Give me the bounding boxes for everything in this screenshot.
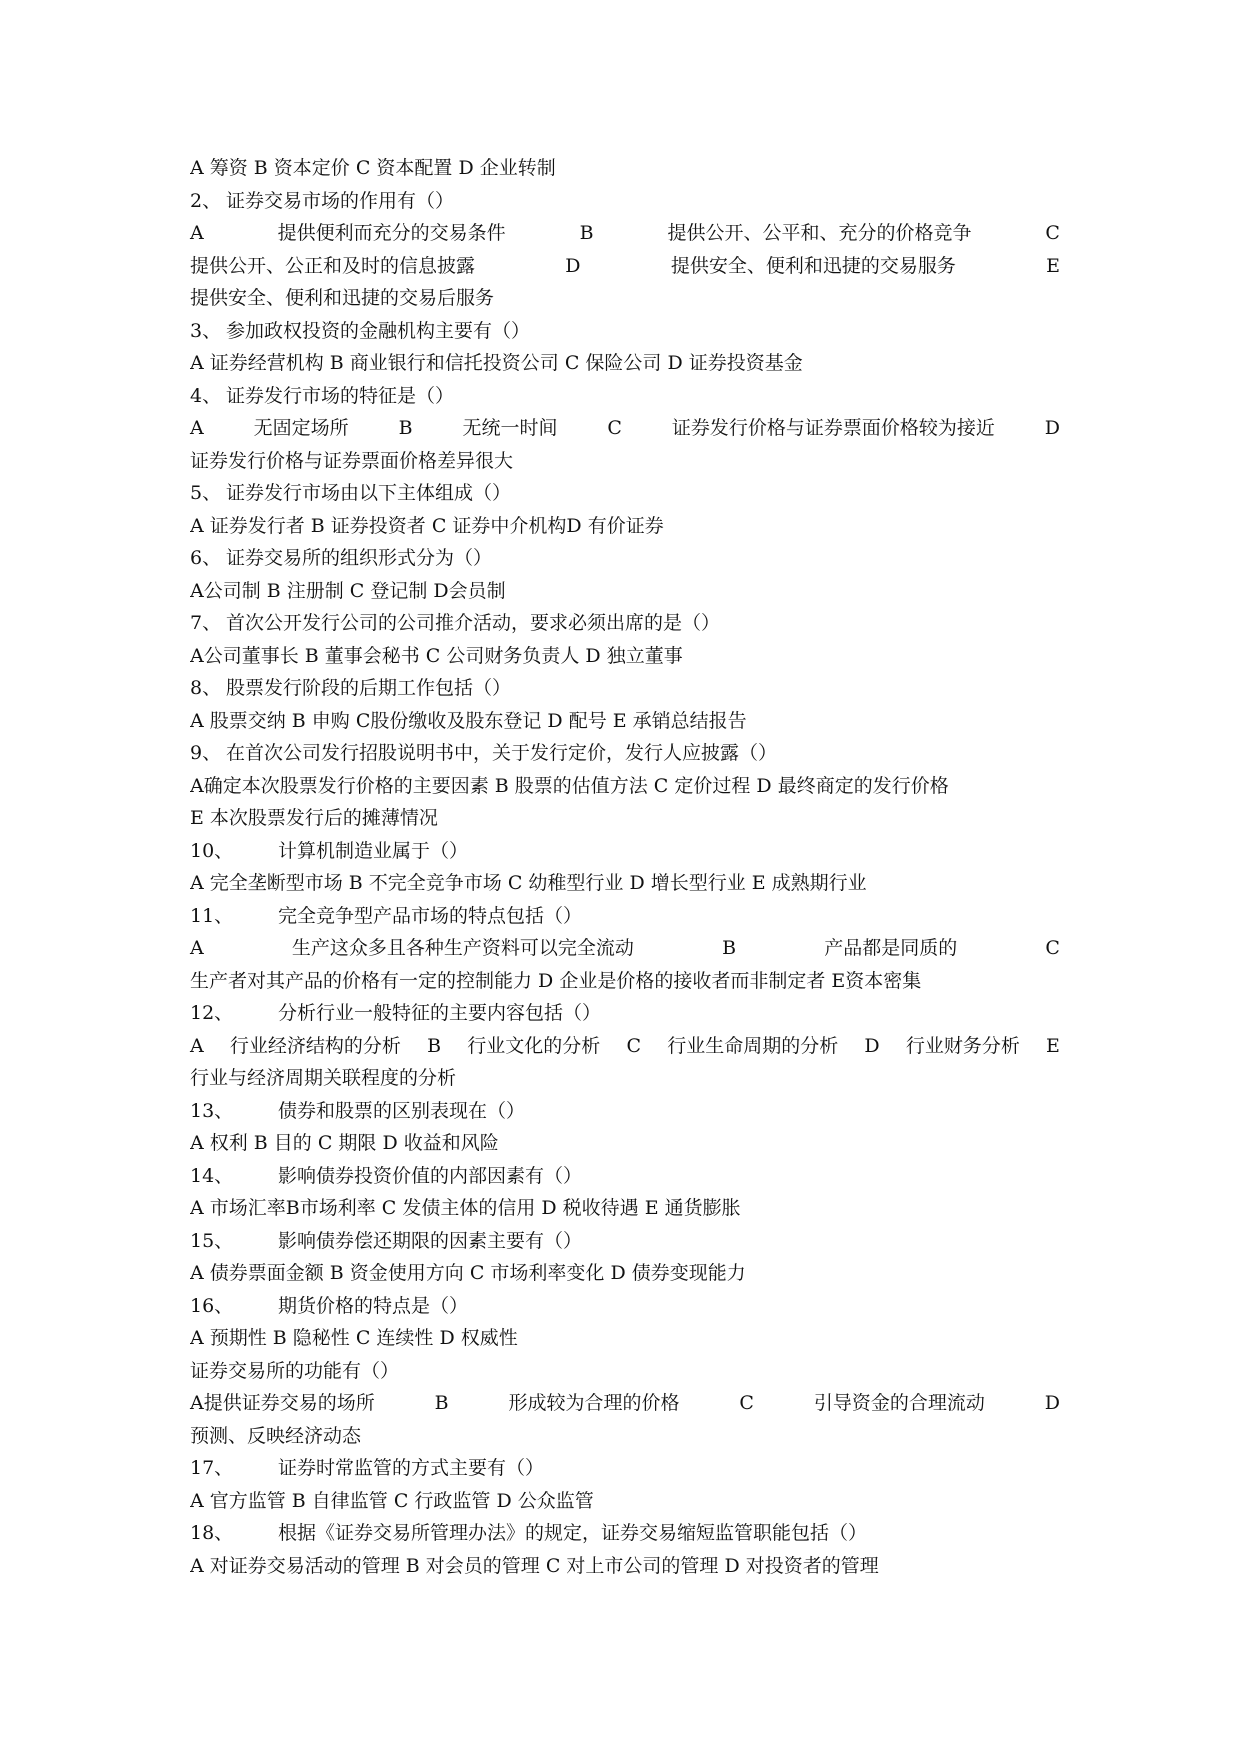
question-number: 2、 (190, 189, 222, 212)
q3-options: A 证券经营机构 B 商业银行和信托投资公司 C 保险公司 D 证券投资基金 (190, 352, 803, 374)
option-letter: A (190, 937, 204, 959)
question-17 (190, 1452, 1060, 1485)
question-text: 在首次公司发行招股说明书中，关于发行定价，发行人应披露（） (226, 742, 778, 764)
question-18 (190, 1517, 1060, 1550)
question-number: 17、 (190, 1457, 234, 1479)
question-7 (190, 607, 1060, 640)
option-text: 提供公开、公平和、充分的价格竞争 (667, 222, 972, 244)
q14-options: A 市场汇率B市场利率 C 发债主体的信用 D 税收待遇 E 通货膨胀 (190, 1197, 741, 1219)
question-unnumbered: 证券交易所的功能有（） (190, 1359, 400, 1382)
q2-options-row-3: 提供安全、便利和迅捷的交易后服务 (190, 287, 495, 309)
option-letter: A (190, 222, 204, 244)
question-11 (190, 900, 1060, 933)
qx-options-row-2: 预测、反映经济动态 (190, 1424, 362, 1447)
question-number: 9、 (190, 742, 222, 764)
q2-options-row-1 (190, 217, 1060, 250)
option-text: 产品都是同质的 (824, 937, 958, 959)
q9-options-row-1: A确定本次股票发行价格的主要因素 B 股票的估值方法 C 定价过程 D 最终商定的发行价格 (190, 774, 949, 797)
question-text: 债券和股票的区别表现在（） (278, 1099, 526, 1122)
q8-options: A 股票交纳 B 申购 C股份缴收及股东登记 D 配号 E 承销总结报告 (190, 709, 747, 732)
question-text: 证券发行市场的特征是（） (226, 384, 455, 407)
question-text: 完全竞争型产品市场的特点包括（） (278, 904, 583, 927)
question-number: 3、 (190, 319, 222, 342)
q16-options: A 预期性 B 隐秘性 C 连续性 D 权威性 (190, 1327, 518, 1349)
question-text: 根据《证券交易所管理办法》的规定，证券交易缩短监管职能包括（） (278, 1522, 868, 1544)
option-text: 生产这众多且各种生产资料可以完全流动 (291, 937, 634, 959)
question-number: 7、 (190, 612, 222, 634)
question-text: 证券交易所的组织形式分为（） (226, 547, 493, 569)
question-text: 计算机制造业属于（） (278, 839, 469, 862)
question-text: 影响债券投资价值的内部因素有（） (278, 1164, 583, 1187)
question-2 (190, 185, 1060, 218)
question-text: 证券发行市场由以下主体组成（） (226, 482, 512, 504)
option-letter: A (190, 1034, 204, 1057)
option-text: 行业经济结构的分析 (229, 1034, 401, 1057)
option-text: 提供安全、便利和迅捷的交易服务 (670, 254, 956, 277)
q11-options-row-1 (190, 932, 1060, 965)
q17-options: A 官方监管 B 自律监管 C 行政监管 D 公众监管 (190, 1489, 594, 1512)
question-number: 10、 (190, 839, 234, 862)
question-text: 证券时常监管的方式主要有（） (278, 1457, 545, 1479)
option-text: 证券发行价格与证券票面价格较为接近 (671, 417, 995, 439)
option-letter: B (398, 417, 413, 439)
question-number: 11、 (190, 904, 234, 927)
q2-options-row-2 (190, 250, 1060, 283)
question-8 (190, 672, 1060, 705)
option-text: 引导资金的合理流动 (813, 1392, 985, 1414)
option-letter: D (864, 1034, 880, 1057)
question-number: 5、 (190, 482, 222, 504)
question-5 (190, 477, 1060, 510)
option-letter: D (1044, 1392, 1060, 1414)
option-letter: C (1045, 937, 1060, 959)
option-letter: C (607, 417, 622, 439)
option-letter: A (190, 417, 204, 439)
question-16 (190, 1290, 1060, 1323)
q7-options: A公司董事长 B 董事会秘书 C 公司财务负责人 D 独立董事 (190, 644, 683, 667)
document-body (190, 152, 1060, 1582)
question-10 (190, 835, 1060, 868)
question-number: 12、 (190, 1002, 234, 1024)
question-15 (190, 1225, 1060, 1258)
option-text: 无固定场所 (253, 417, 349, 439)
question-12 (190, 997, 1060, 1030)
option-text: 行业财务分析 (905, 1034, 1020, 1057)
q6-options: A公司制 B 注册制 C 登记制 D会员制 (190, 579, 506, 602)
q18-options: A 对证券交易活动的管理 B 对会员的管理 C 对上市公司的管理 D 对投资者的管理 (190, 1554, 879, 1577)
question-number: 13、 (190, 1099, 234, 1122)
option-letter: C (626, 1034, 642, 1057)
question-text: 股票发行阶段的后期工作包括（） (226, 677, 512, 699)
question-text: 参加政权投资的金融机构主要有（） (226, 319, 531, 342)
qx-options-row-1 (190, 1387, 1060, 1420)
q9-options-row-2: E 本次股票发行后的摊薄情况 (190, 807, 438, 829)
question-14 (190, 1160, 1060, 1193)
question-text: 证券交易市场的作用有（） (226, 189, 455, 212)
option-letter: D (1044, 417, 1060, 439)
option-text: 形成较为合理的价格 (508, 1392, 680, 1414)
option-text: 无统一时间 (462, 417, 558, 439)
q4-options-row-2: 证券发行价格与证券票面价格差异很大 (190, 449, 514, 472)
option-letter: E (1046, 254, 1060, 277)
option-letter: B (427, 1034, 442, 1057)
option-letter: D (565, 254, 581, 277)
question-6 (190, 542, 1060, 575)
question-text: 期货价格的特点是（） (278, 1294, 469, 1317)
q1-options: A 筹资 B 资本定价 C 资本配置 D 企业转制 (190, 157, 556, 179)
q15-options: A 债券票面金额 B 资金使用方向 C 市场利率变化 D 债券变现能力 (190, 1262, 746, 1284)
question-number: 4、 (190, 384, 222, 407)
option-letter: C (739, 1392, 754, 1414)
q13-options: A 权利 B 目的 C 期限 D 收益和风险 (190, 1132, 499, 1154)
question-number: 6、 (190, 547, 222, 569)
question-number: 16、 (190, 1294, 234, 1317)
q11-options-row-2: 生产者对其产品的价格有一定的控制能力 D 企业是价格的接收者而非制定者 E资本密集 (190, 969, 922, 992)
question-4 (190, 380, 1060, 413)
option-letter: B (434, 1392, 449, 1414)
option-letter: E (1046, 1034, 1060, 1057)
question-number: 8、 (190, 677, 222, 699)
question-3 (190, 315, 1060, 348)
question-text: 分析行业一般特征的主要内容包括（） (278, 1002, 602, 1024)
question-number: 15、 (190, 1229, 234, 1252)
question-13 (190, 1095, 1060, 1128)
question-text: 首次公开发行公司的公司推介活动，要求必须出席的是（） (226, 612, 721, 634)
option-letter: B (579, 222, 594, 244)
option-text: 提供公开、公正和及时的信息披露 (190, 254, 476, 277)
q12-options-row-2: 行业与经济周期关联程度的分析 (190, 1067, 457, 1089)
question-9 (190, 737, 1060, 770)
q5-options: A 证券发行者 B 证券投资者 C 证券中介机构D 有价证券 (190, 514, 664, 537)
option-text: 行业文化的分析 (467, 1034, 601, 1057)
option-letter: C (1045, 222, 1060, 244)
q4-options-row-1 (190, 412, 1060, 445)
question-number: 18、 (190, 1522, 234, 1544)
question-number: 14、 (190, 1164, 234, 1187)
q12-options-row-1 (190, 1030, 1060, 1063)
option-text: 提供便利而充分的交易条件 (277, 222, 506, 244)
q10-options: A 完全垄断型市场 B 不完全竞争市场 C 幼稚型行业 D 增长型行业 E 成熟期行业 (190, 872, 867, 894)
question-text: 影响债券偿还期限的因素主要有（） (278, 1229, 583, 1252)
option-text: 行业生命周期的分析 (667, 1034, 839, 1057)
option-text: A提供证券交易的场所 (190, 1392, 375, 1414)
option-letter: B (722, 937, 737, 959)
